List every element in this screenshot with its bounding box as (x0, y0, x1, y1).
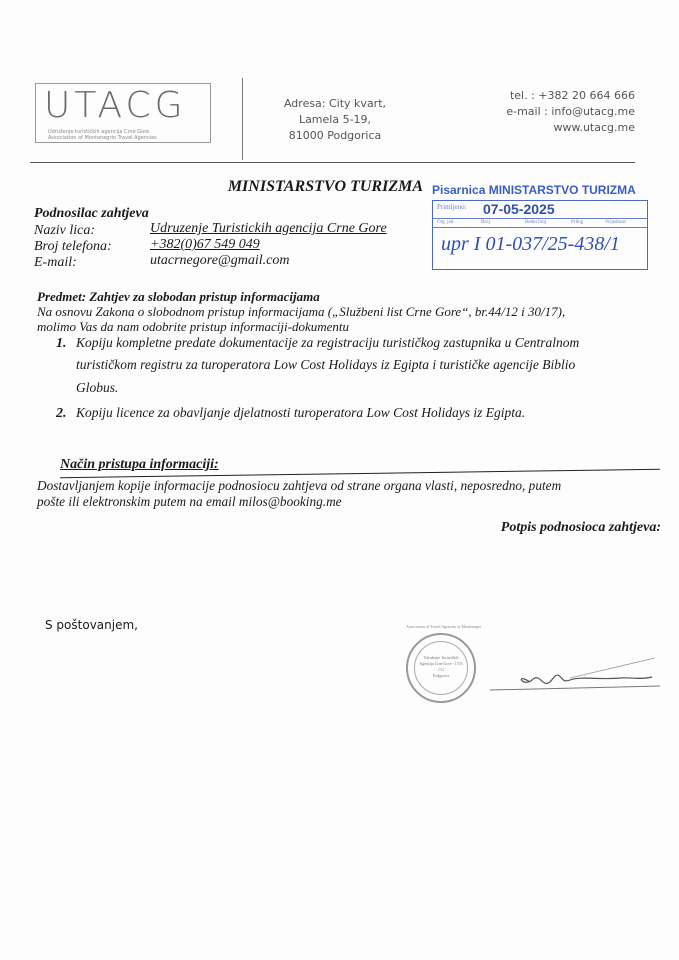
header-rule (30, 162, 635, 163)
address-line: Adresa: City kvart, (283, 97, 387, 110)
stamp-column-label: Org. jed. (437, 220, 455, 225)
item-text: Globus. (76, 380, 119, 395)
logo-text: UTACG (44, 85, 187, 126)
contact-info (470, 88, 635, 136)
seal-center-text (418, 655, 464, 679)
seal-line: Udruženje Turističkih (423, 655, 459, 660)
seal-line: Agencija Crne Gore - UTA CG (419, 661, 463, 672)
contact-phone: tel. : +382 20 664 666 (509, 89, 635, 102)
subject: Predmet: Zahtjev za slobodan pristup informacijama (37, 289, 320, 304)
stamp-number: upr I 01-037/25-438/1 (441, 233, 620, 255)
closing: S poštovanjem, (45, 618, 138, 632)
item-text: Kopiju kompletne predate dokumentacije za registraciju turističkog zastupnika u Centralnom (76, 335, 580, 350)
access-line: pošte ili elektronskim putem na email milos@booking.me (37, 494, 342, 509)
address-line: Lamela 5-19, (298, 113, 372, 126)
field-value: +382(0)67 549 049 (150, 237, 260, 252)
utacg-logo (35, 83, 211, 143)
registry-stamp (432, 200, 648, 270)
stamp-title: Pisarnica MINISTARSTVO TURIZMA (432, 183, 636, 197)
field-value: utacrnegore@gmail.com (150, 253, 290, 268)
access-line: Dostavljanjem kopije informacije podnosiocu zahtjeva od strane organa vlasti, neposredno, putem (37, 478, 562, 493)
stamp-received-label: Primljeno: (437, 203, 467, 211)
logo-subtitle (48, 129, 157, 141)
stamp-column-label: Prilog (571, 220, 584, 225)
applicant-heading: Podnosilac zahtjeva (34, 206, 149, 221)
field-value: Udruzenje Turistickih agencija Crne Gore (150, 221, 387, 236)
stamp-column-label: Broj (481, 220, 490, 225)
contact-email: e-mail : info@utacg.me (506, 105, 635, 118)
field-label: Broj telefona: (34, 239, 112, 254)
intro-line: molimo Vas da nam odobrite pristup informaciji-dokumentu (37, 319, 349, 334)
item-number: 2. (56, 406, 67, 421)
seal-line: Podgorica (432, 673, 450, 678)
access-heading: Način pristupa informaciji: (60, 457, 219, 472)
logo-subtitle-line: Udruženje turističkih agencija Crne Gore (48, 129, 150, 135)
header-divider (242, 78, 243, 160)
stamp-column-label: Vrijednost (605, 220, 626, 225)
contact-website: www.utacg.me (553, 121, 635, 134)
item-text: Kopiju licence za obavljanje djelatnosti turoperatora Low Cost Holidays iz Egipta. (76, 405, 526, 420)
address-line: 81000 Podgorica (288, 129, 382, 142)
intro-line: Na osnovu Zakona o slobodnom pristup informacijama („Službeni list Crne Gore“, br.44/12 i 30/17), (37, 304, 566, 319)
stamp-rule (433, 227, 647, 228)
signature-label: Potpis podnosioca zahtjeva: (500, 520, 661, 535)
item-text: turističkom registru za turoperatora Low Cost Holidays iz Egipta i turističke agencije Biblio (76, 357, 576, 372)
logo-subtitle-line: Association of Montenegrin Travel Agencies (48, 135, 157, 141)
stamp-column-label: Redni broj (525, 220, 547, 225)
handwritten-signature (470, 650, 670, 700)
field-label: Naziv lica: (34, 223, 96, 238)
address (270, 96, 400, 144)
organization-seal (406, 624, 481, 703)
field-label: E-mail: (34, 255, 77, 270)
stamp-date: 07-05-2025 (483, 201, 555, 217)
seal-ring-text: Association of Travel Agencies of Montenegro (406, 624, 481, 629)
item-number: 1. (56, 336, 67, 351)
recipient: MINISTARSTVO TURIZMA (227, 178, 423, 195)
